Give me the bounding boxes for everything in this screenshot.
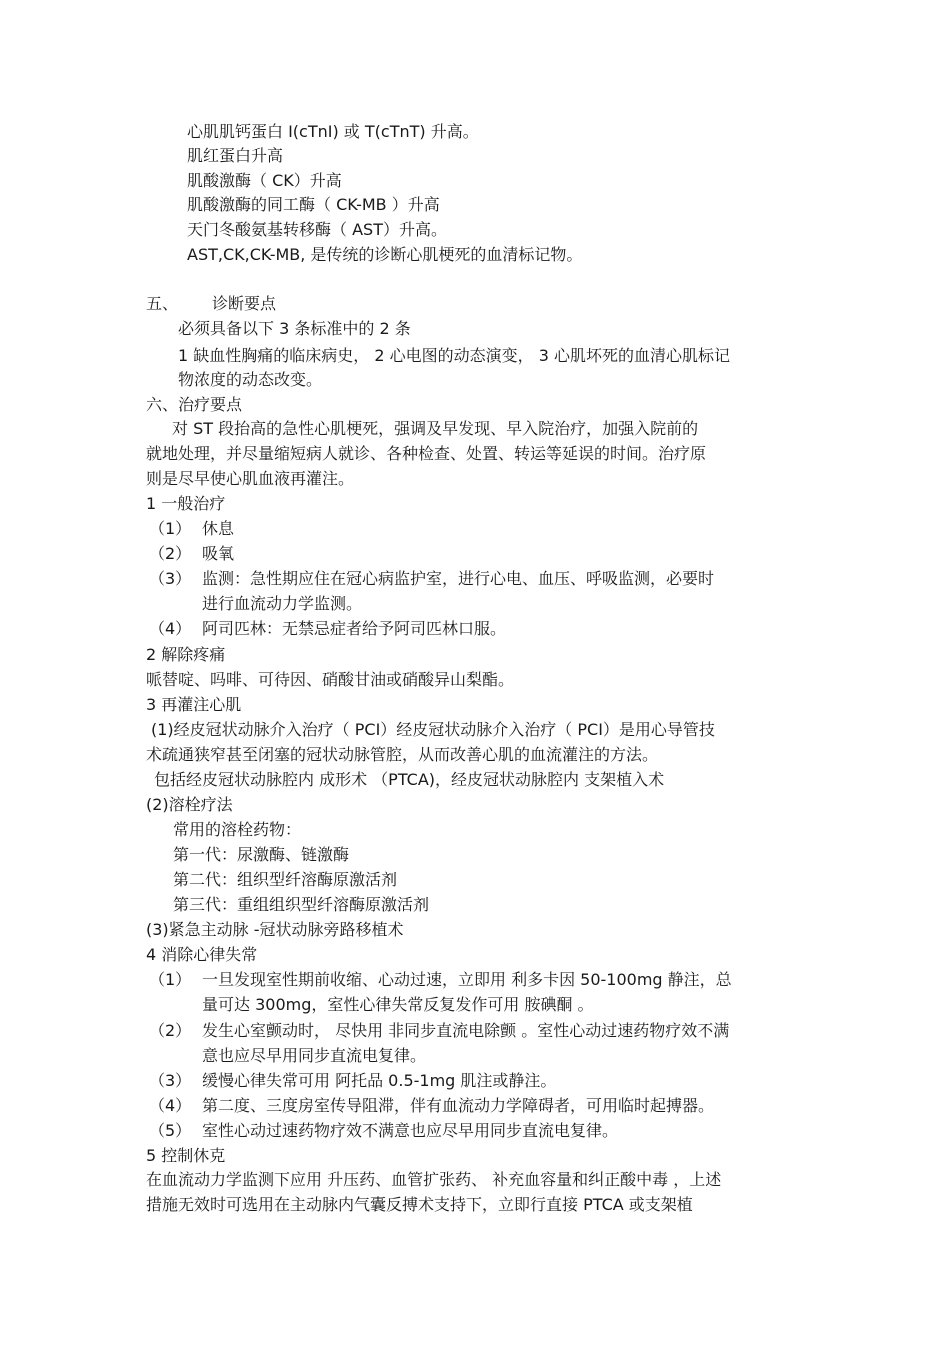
marker-ck: 肌酸激酶（ CK）升高 (187, 171, 342, 190)
arrhythmia-item-4-text: 第二度、三度房室传导阻滞，伴有血流动力学障碍者，可用临时起搏器。 (202, 1096, 715, 1115)
section6-para-line3: 则是尽早使心肌血液再灌注。 (146, 469, 355, 488)
arrhythmia-item-1-cont: 量可达 300mg，室性心律失常反复发作可用 胺碘酮 。 (202, 995, 594, 1014)
section5-number: 五、 (146, 294, 179, 313)
section5-title: 诊断要点 (212, 294, 277, 313)
arrhythmia-item-3-text: 缓慢心律失常可用 阿托品 0.5-1mg 肌注或静注。 (202, 1071, 557, 1090)
arrhythmia-item-2-text: 发生心室颤动时， 尽快用 非同步直流电除颤 。室性心动过速药物疗效不满 (202, 1021, 730, 1040)
general-item-3-cont: 进行血流动力学监测。 (202, 594, 363, 613)
thrombolysis-intro: 常用的溶栓药物： (173, 820, 302, 839)
section5-criteria-line2: 物浓度的动态改变。 (178, 370, 323, 389)
general-item-2-num: （2） (149, 544, 192, 563)
thrombolysis-gen2: 第二代：组织型纤溶酶原激活剂 (173, 870, 398, 889)
reperfusion-heading: 3 再灌注心肌 (146, 695, 242, 714)
reperfusion-pci-line3: 包括经皮冠状动脉腔内 成形术 （PTCA)，经皮冠状动脉腔内 支架植入术 (154, 770, 665, 789)
section5-criteria-line1: 1 缺血性胸痛的临床病史， 2 心电图的动态演变， 3 心肌坏死的血清心肌标记 (178, 346, 730, 365)
arrhythmia-item-2-num: （2） (149, 1021, 192, 1040)
shock-heading: 5 控制休克 (146, 1146, 226, 1165)
arrhythmia-item-4-num: （4） (149, 1096, 192, 1115)
arrhythmia-item-5-num: （5） (149, 1121, 192, 1140)
general-item-4-num: （4） (149, 619, 192, 638)
thrombolysis-heading: (2)溶栓疗法 (146, 795, 233, 814)
thrombolysis-gen3: 第三代：重组组织型纤溶酶原激活剂 (173, 895, 430, 914)
arrhythmia-item-1-num: （1） (149, 970, 192, 989)
reperfusion-pci-line2: 术疏通狭窄甚至闭塞的冠状动脉管腔，从而改善心肌的血流灌注的方法。 (146, 745, 659, 764)
arrhythmia-item-1-text: 一旦发现室性期前收缩、心动过速，立即用 利多卡因 50-100mg 静注，总 (202, 970, 732, 989)
general-item-3-num: （3） (149, 569, 192, 588)
marker-ctni: 心肌肌钙蛋白 I(cTnI) 或 T(cTnT) 升高。 (187, 122, 479, 141)
general-item-3-text: 监测：急性期应住在冠心病监护室，进行心电、血压、呼吸监测，必要时 (202, 569, 715, 588)
arrhythmia-item-2-cont: 意也应尽早用同步直流电复律。 (202, 1046, 427, 1065)
general-item-1-text: 休息 (202, 519, 235, 538)
section5-intro: 必须具备以下 3 条标准中的 2 条 (178, 319, 411, 338)
section6-heading: 六、治疗要点 (146, 395, 243, 414)
shock-line2: 措施无效时可选用在主动脉内气囊反搏术支持下，立即行直接 PTCA 或支架植 (146, 1195, 693, 1214)
general-heading: 1 一般治疗 (146, 494, 226, 513)
cabg-heading: (3)紧急主动脉 -冠状动脉旁路移植术 (146, 920, 404, 939)
pain-heading: 2 解除疼痛 (146, 645, 226, 664)
general-item-1-num: （1） (149, 519, 192, 538)
arrhythmia-heading: 4 消除心律失常 (146, 945, 258, 964)
marker-myoglobin: 肌红蛋白升高 (187, 146, 284, 165)
reperfusion-pci-line1: (1)经皮冠状动脉介入治疗（ PCI）经皮冠状动脉介入治疗（ PCI）是用心导管技 (151, 720, 715, 739)
arrhythmia-item-3-num: （3） (149, 1071, 192, 1090)
marker-ckmb: 肌酸激酶的同工酶（ CK-MB ）升高 (187, 195, 440, 214)
pain-text: 哌替啶、吗啡、可待因、硝酸甘油或硝酸异山梨酯。 (146, 670, 515, 689)
shock-line1: 在血流动力学监测下应用 升压药、血管扩张药、 补充血容量和纠正酸中毒 ，上述 (146, 1170, 722, 1189)
marker-classic: AST,CK,CK-MB, 是传统的诊断心肌梗死的血清标记物。 (187, 245, 583, 264)
arrhythmia-item-5-text: 室性心动过速药物疗效不满意也应尽早用同步直流电复律。 (202, 1121, 619, 1140)
section6-para-line2: 就地处理，并尽量缩短病人就诊、各种检查、处置、转运等延误的时间。治疗原 (146, 444, 707, 463)
thrombolysis-gen1: 第一代：尿激酶、链激酶 (173, 845, 350, 864)
section6-para-line1: 对 ST 段抬高的急性心肌梗死，强调及早发现、早入院治疗，加强入院前的 (172, 419, 699, 438)
marker-ast: 天门冬酸氨基转移酶（ AST）升高。 (187, 220, 447, 239)
general-item-4-text: 阿司匹林：无禁忌症者给予阿司匹林口服。 (202, 619, 507, 638)
general-item-2-text: 吸氧 (202, 544, 235, 563)
